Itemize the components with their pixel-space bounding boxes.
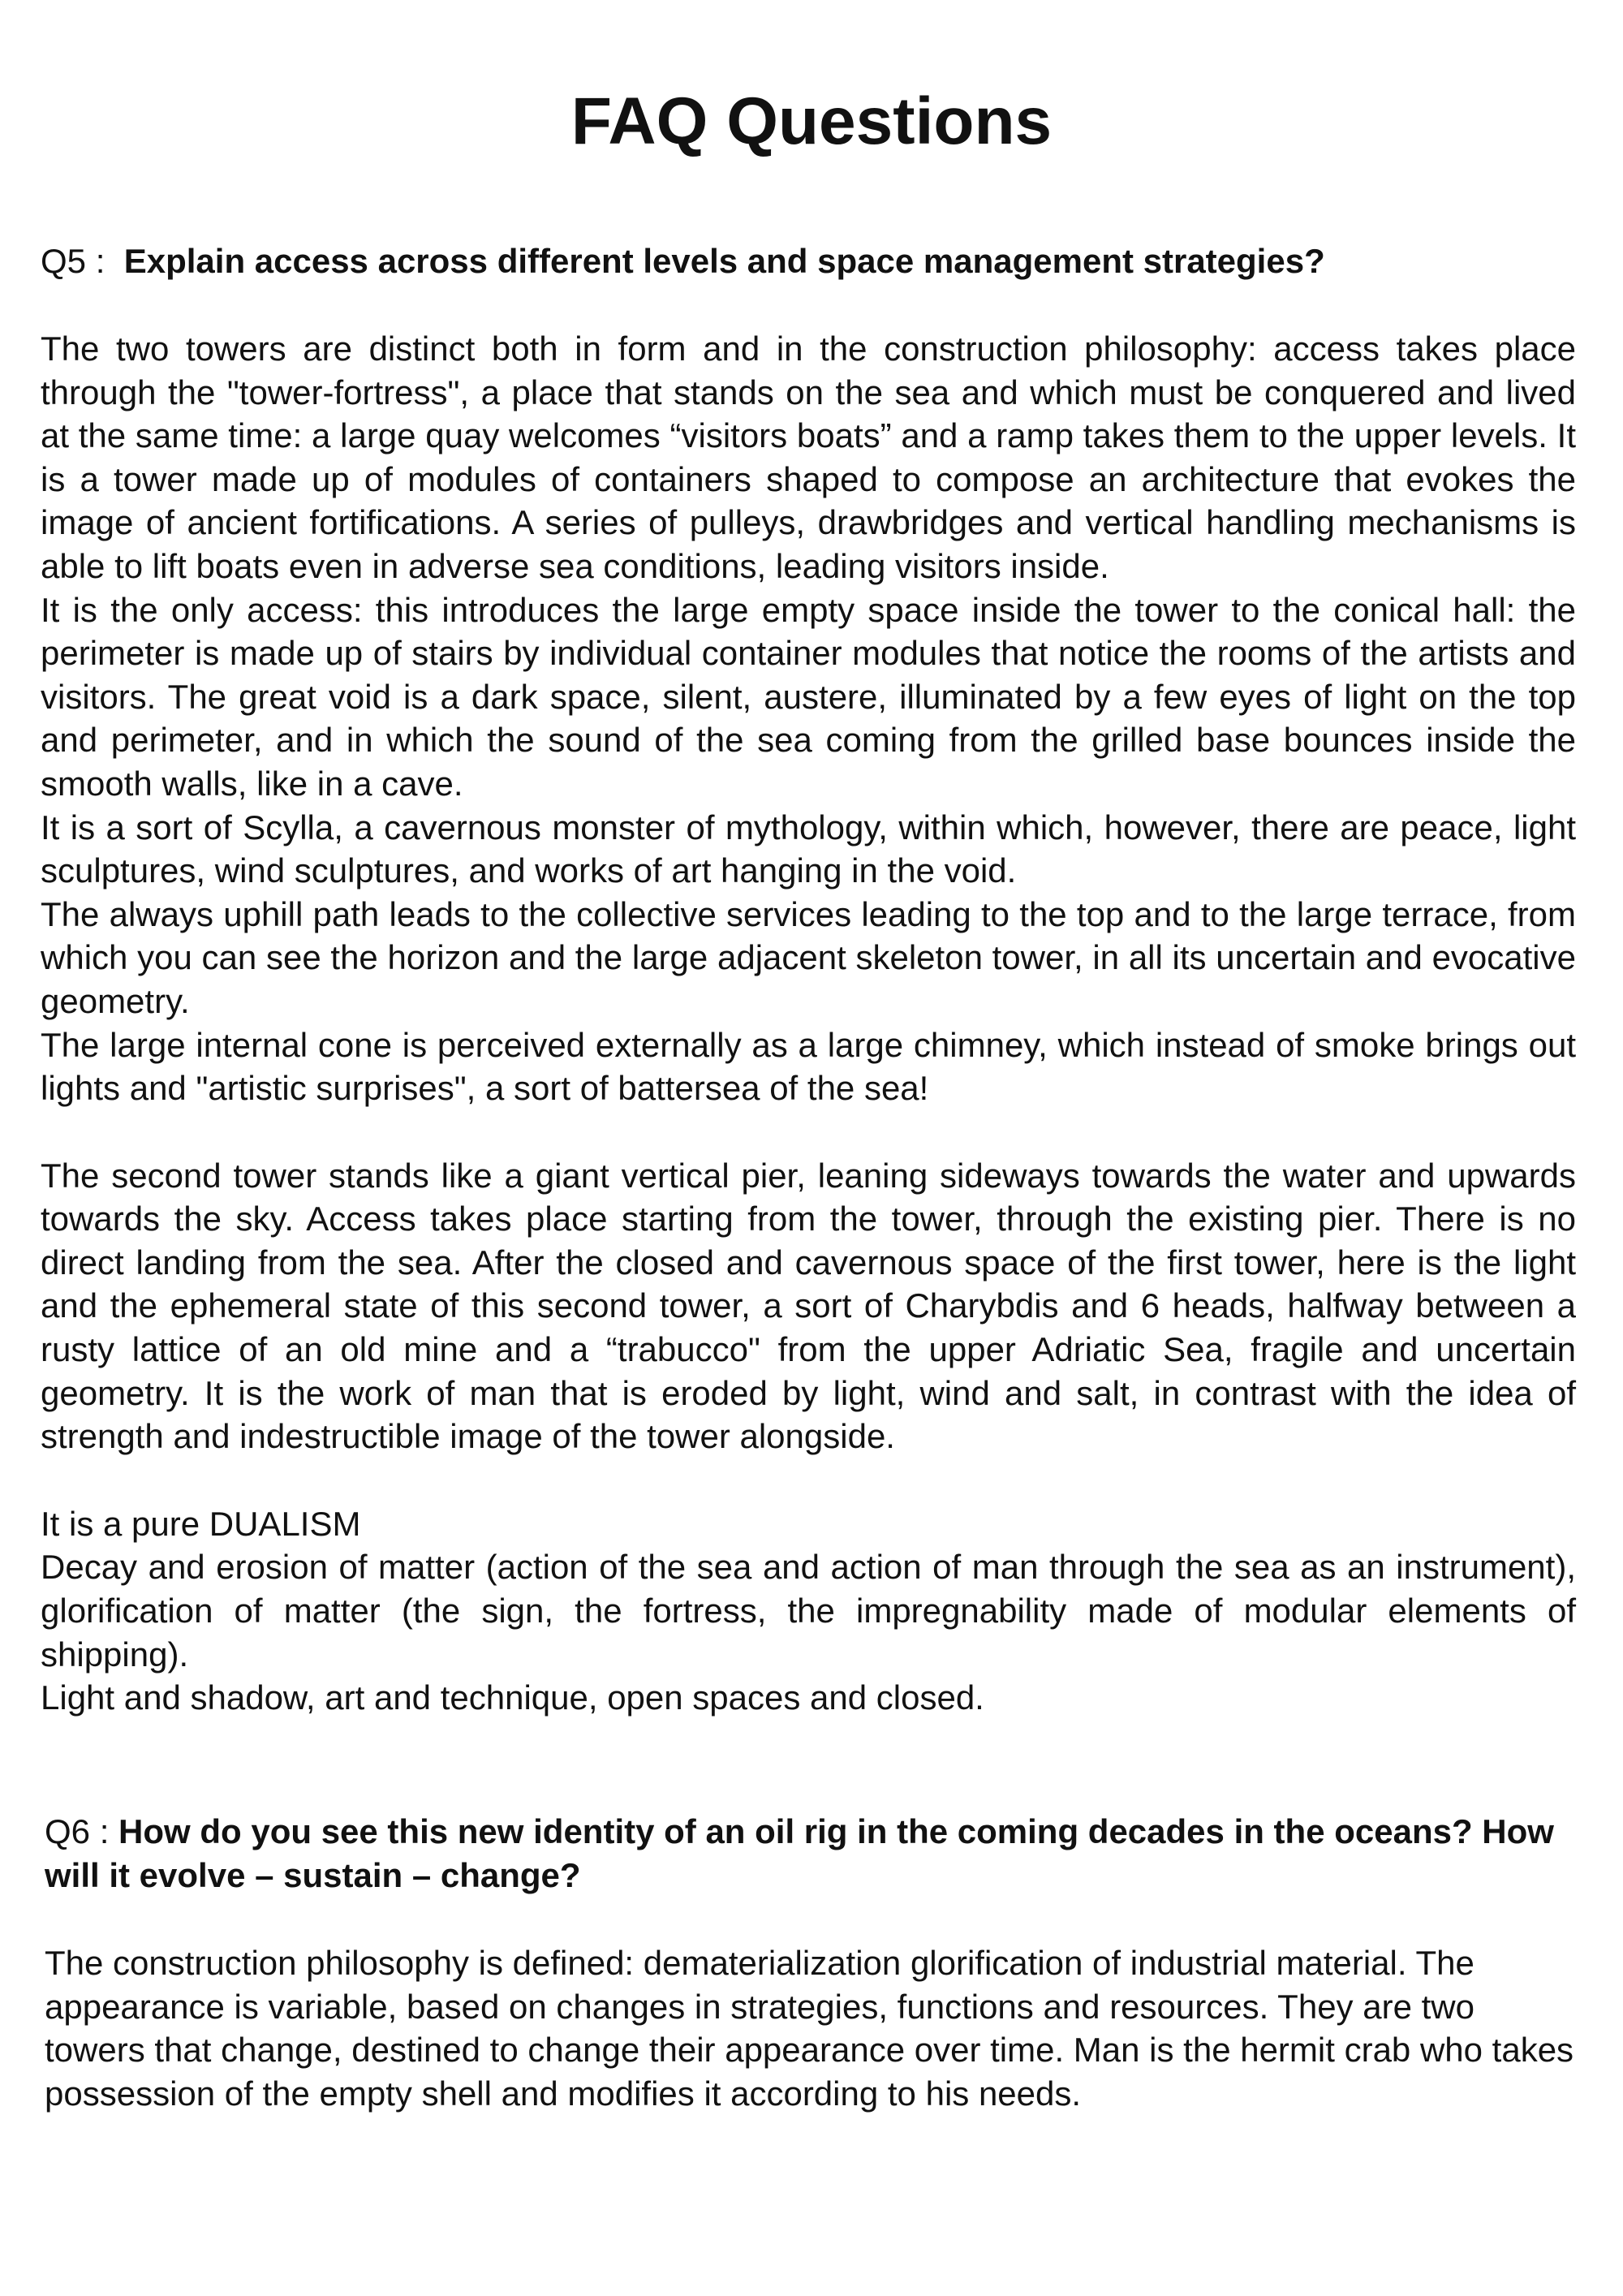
page-title: FAQ Questions: [570, 84, 1053, 158]
answer-paragraph: It is a pure DUALISM: [41, 1504, 361, 1543]
answer-paragraph: The always uphill path leads to the collective services leading to the top and to the large terrace, from which you can see the horizon and the large adjacent skeleton tower, in all its uncertain and evocative geometry.: [41, 894, 1576, 1020]
question-text: Explain access across different levels and space management strategies?: [123, 242, 1325, 280]
spacer: [41, 283, 1576, 327]
answer-paragraph: The two towers are distinct both in form and in the construction philosophy: access takes place through the "tower-fortress", a place that stands on the sea and which must be conquered and lived at the same time: a large quay welcomes “visitors boats” and a ramp takes them to the upper levels. It is a tower made up of modules of containers shaped to compose an architecture that evokes the image of ancient fortifications. A series of pulleys, drawbridges and vertical handling mechanisms is able to lift boats even in adverse sea conditions, leading visitors inside.: [41, 330, 1576, 585]
spacer: [45, 1898, 1576, 1941]
answer-paragraph: The construction philosophy is defined: dematerialization glorification of industrial material. The appearance is variable, based on changes in strategies, functions and resources. They are two towers that change, destined to change their appearance over time. Man is the hermit crab who takes possession of the empty shell and modifies it according to his needs.: [45, 1944, 1574, 2113]
answer-paragraph: It is the only access: this introduces the large empty space inside the tower to the conical hall: the perimeter is made up of stairs by individual container modules that notice the rooms of the artists and visitors. The great void is a dark space, silent, austere, illuminated by a few eyes of light on the top and perimeter, and in which the sound of the sea coming from the grilled base bounces inside the smooth walls, like in a cave.: [41, 590, 1576, 803]
faq-item-q5: [41, 239, 1576, 1720]
question-heading: [45, 1810, 1576, 1898]
question-text: How do you see this new identity of an oil rig in the coming decades in the oceans? How will it evolve – sustain – change?: [45, 1812, 1554, 1894]
question-heading: [41, 239, 1576, 283]
answer-paragraph: Light and shadow, art and technique, open spaces and closed.: [41, 1678, 984, 1717]
faq-item-q6: [45, 1810, 1576, 2115]
answer-paragraph: Decay and erosion of matter (action of the sea and action of man through the sea as an instrument), glorification of matter (the sign, the fortress, the impregnability made of modular elements of shipping).: [41, 1548, 1576, 1674]
answer-paragraph: The large internal cone is perceived externally as a large chimney, which instead of smoke brings out lights and "artistic surprises", a sort of battersea of the sea!: [41, 1025, 1576, 1108]
spacer: [41, 1458, 1576, 1502]
spacer: [41, 1110, 1576, 1154]
answer-paragraph: It is a sort of Scylla, a cavernous monster of mythology, within which, however, there are peace, light sculptures, wind sculptures, and works of art hanging in the void.: [41, 808, 1576, 890]
question-number: Q6 :: [45, 1812, 110, 1850]
question-number: Q5 :: [41, 242, 105, 280]
answer-paragraph: The second tower stands like a giant vertical pier, leaning sideways towards the water and upwards towards the sky. Access takes place starting from the tower, through the existing pier. There is no direct landing from the sea. After the closed and cavernous space of the first tower, here is the light and the ephemeral state of this second tower, a sort of Charybdis and 6 heads, halfway between a rusty lattice of an old mine and a “trabucco" from the upper Adriatic Sea, fragile and uncertain geometry. It is the work of man that is eroded by light, wind and salt, in contrast with the idea of strength and indestructible image of the tower alongside.: [41, 1156, 1576, 1456]
